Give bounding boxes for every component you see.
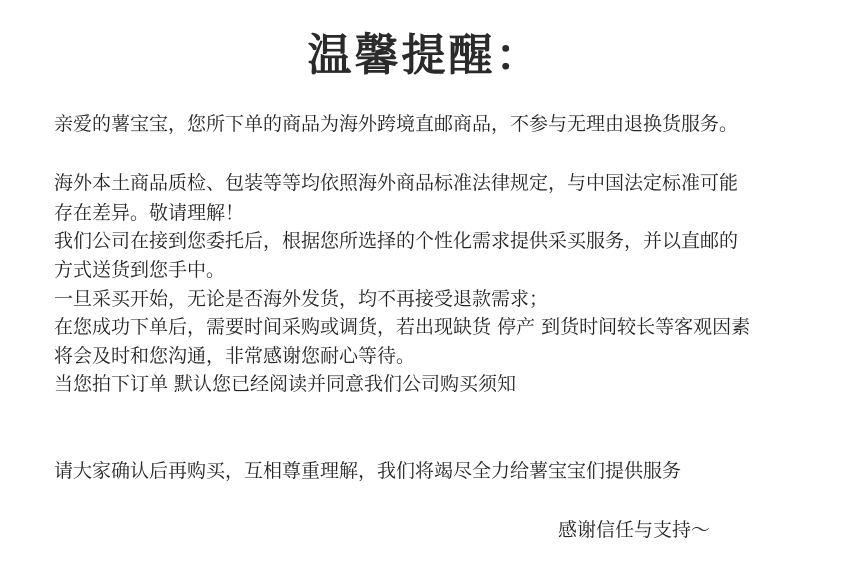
notice-line: 亲爱的薯宝宝，您所下单的商品为海外跨境直邮商品，不参与无理由退换货服务。 — [54, 113, 739, 135]
notice-line: 方式送货到您手中。 — [54, 259, 226, 281]
notice-line: 存在差异。敬请理解！ — [54, 202, 245, 224]
notice-line: 将会及时和您沟通，非常感谢您耐心等待。 — [54, 345, 416, 367]
notice-line: 我们公司在接到您委托后，根据您所选择的个性化需求提供采买服务，并以直邮的 — [54, 230, 739, 252]
notice-line: 当您拍下订单 默认您已经阅读并同意我们公司购买须知 — [54, 373, 517, 395]
notice-title: 温馨提醒： — [307, 30, 543, 81]
notice-line: 请大家确认后再购买，互相尊重理解，我们将竭尽全力给薯宝宝们提供服务 — [54, 460, 682, 482]
notice-line: 在您成功下单后，需要时间采购或调货，若出现缺货 停产 到货时间较长等客观因素 — [54, 316, 751, 338]
signature: 感谢信任与支持～ — [558, 519, 711, 541]
notice-line: 一旦采买开始，无论是否海外发货，均不再接受退款需求； — [54, 288, 549, 310]
notice-line: 海外本土商品质检、包装等等均依照海外商品标准法律规定，与中国法定标准可能 — [54, 172, 739, 194]
